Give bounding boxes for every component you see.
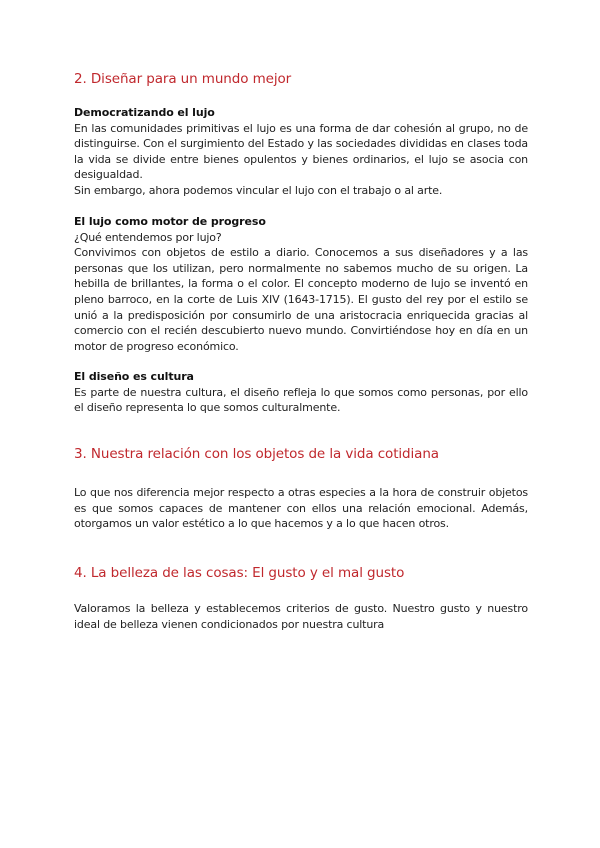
subsection-heading: Democratizando el lujo: [74, 106, 215, 119]
subsection-motor-progreso: [74, 214, 528, 354]
paragraph: Es parte de nuestra cultura, el diseño refleja lo que somos como personas, por ello el diseño representa lo que somos culturalmente.: [74, 385, 528, 415]
paragraph: En las comunidades primitivas el lujo es una forma de dar cohesión al grupo, no de distinguirse. Con el surgimiento del Estado y las sociedades divididas en clases toda la vida se divide entre bienes opulentos y bienes ordinarios, el lujo se asocia con desigualdad.: [74, 121, 528, 182]
section-3-body: [74, 485, 528, 532]
paragraph: Convivimos con objetos de estilo a diario. Conocemos a sus diseñadores y a las personas que los utilizan, pero normalmente no sabemos mucho de su origen. La hebilla de brillantes, la forma o el color. El concepto moderno de lujo se inventó en pleno barroco, en la corte de Luis XIV (1643-1715). El gusto del rey por el estilo se unió a la predisposición por consumirlo de una aristocracia enriquecida gracias al comercio con el recién descubierto nuevo mundo. Convirtiéndose hoy en día en un motor de progreso económico.: [74, 246, 528, 353]
paragraph: Sin embargo, ahora podemos vincular el lujo con el trabajo o al arte.: [74, 183, 443, 197]
subsection-diseno-cultura: [74, 369, 528, 416]
paragraph: Valoramos la belleza y establecemos criterios de gusto. Nuestro gusto y nuestro ideal de belleza vienen condicionados por nuestra cultura: [74, 602, 528, 631]
subsection-democratizando: [74, 105, 528, 199]
subsection-heading: El diseño es cultura: [74, 370, 194, 383]
section-4-body: [74, 601, 528, 632]
section-title-3: 3. Nuestra relación con los objetos de la vida cotidiana: [74, 446, 439, 462]
section-title-2: 2. Diseñar para un mundo mejor: [74, 71, 292, 87]
section-title-4: 4. La belleza de las cosas: El gusto y el mal gusto: [74, 565, 405, 581]
paragraph: ¿Qué entendemos por lujo?: [74, 230, 222, 244]
subsection-heading: El lujo como motor de progreso: [74, 215, 266, 228]
paragraph: Lo que nos diferencia mejor respecto a otras especies a la hora de construir objetos es que somos capaces de mantener con ellos una relación emocional. Además, otorgamos un valor estético a lo que hacemos y a lo que hacen otros.: [74, 486, 528, 531]
